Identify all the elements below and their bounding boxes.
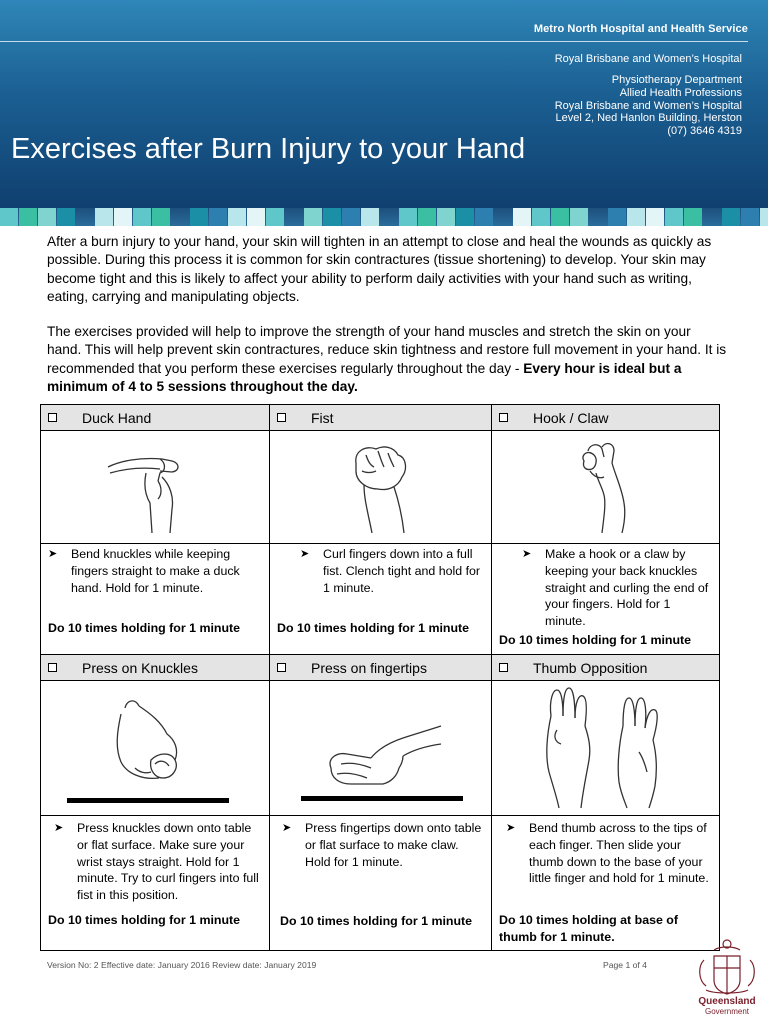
tile bbox=[152, 208, 170, 226]
exercise-header-row bbox=[41, 655, 719, 681]
exercise-header-hook-claw bbox=[492, 405, 719, 430]
exercise-name: Hook / Claw bbox=[533, 409, 609, 426]
checkbox[interactable] bbox=[277, 663, 286, 672]
tile bbox=[133, 208, 151, 226]
exercise-table bbox=[40, 404, 720, 951]
department-address bbox=[555, 74, 742, 138]
instruction-text bbox=[506, 820, 715, 887]
tile bbox=[95, 208, 113, 226]
intro-text bbox=[47, 233, 727, 413]
tile bbox=[38, 208, 56, 226]
tile bbox=[684, 208, 702, 226]
checkbox[interactable] bbox=[48, 413, 57, 422]
exercise-description-row bbox=[41, 816, 719, 950]
tile bbox=[532, 208, 550, 226]
press-knuckles-drawing bbox=[41, 681, 270, 815]
organisation-name: Metro North Hospital and Health Service bbox=[533, 23, 748, 35]
arrow-bullet-icon: ➤ bbox=[54, 822, 64, 834]
fist-drawing bbox=[270, 431, 492, 543]
dose-text: Do 10 times holding for 1 minute bbox=[280, 914, 473, 928]
hook-claw-icon bbox=[566, 437, 646, 537]
tile bbox=[304, 208, 322, 226]
hospital-name: Royal Brisbane and Women’s Hospital bbox=[554, 53, 742, 65]
queensland-government-wordmark bbox=[692, 996, 762, 1016]
exercise-description-press-fingertips bbox=[270, 816, 492, 950]
instruction: Bend knuckles while keeping fingers straight to make a duck hand. Hold for 1 minute. bbox=[71, 547, 240, 595]
checkbox[interactable] bbox=[499, 663, 508, 672]
tile bbox=[361, 208, 379, 226]
intro-paragraph-2-emphasis: Every hour is ideal but a minimum of 4 to 5 sessions throughout the day. bbox=[47, 360, 682, 395]
tile bbox=[475, 208, 493, 226]
tile-pattern bbox=[0, 208, 768, 226]
exercise-name: Thumb Opposition bbox=[533, 659, 648, 676]
tile bbox=[266, 208, 284, 226]
tile bbox=[646, 208, 664, 226]
fist-icon bbox=[336, 437, 426, 537]
instruction: Make a hook or a claw by keeping your back knuckles straight and curling the end of your fingers. Hold for 1 minute. bbox=[545, 547, 709, 629]
tile bbox=[456, 208, 474, 226]
exercise-name: Press on fingertips bbox=[311, 659, 427, 676]
tile bbox=[608, 208, 626, 226]
duck-hand-icon bbox=[100, 437, 210, 537]
exercise-description-row bbox=[41, 544, 719, 655]
tile bbox=[228, 208, 246, 226]
arrow-bullet-icon: ➤ bbox=[506, 822, 516, 834]
header-divider bbox=[0, 41, 748, 42]
instruction: Press fingertips down onto table or flat surface to make claw. Hold for 1 minute. bbox=[305, 821, 482, 869]
logo-line-1: Queensland bbox=[698, 996, 756, 1007]
press-knuckles-icon bbox=[65, 688, 245, 808]
arrow-bullet-icon: ➤ bbox=[48, 548, 58, 560]
department-line: Level 2, Ned Hanlon Building, Herston bbox=[555, 112, 742, 125]
exercise-description-fist bbox=[270, 544, 492, 654]
decorative-tile-strip bbox=[0, 208, 768, 226]
duck-hand-drawing bbox=[41, 431, 270, 543]
logo-line-2: Government bbox=[704, 1007, 750, 1016]
tile bbox=[570, 208, 588, 226]
page-header bbox=[0, 0, 768, 210]
tile bbox=[57, 208, 75, 226]
exercise-image-row bbox=[41, 431, 719, 544]
thumb-opposition-icon bbox=[531, 686, 681, 811]
exercise-description-hook-claw bbox=[492, 544, 719, 654]
tile bbox=[418, 208, 436, 226]
exercise-description-thumb-opposition bbox=[492, 816, 719, 950]
hook-claw-drawing bbox=[492, 431, 719, 543]
exercise-header-duck-hand bbox=[41, 405, 270, 430]
tile bbox=[665, 208, 683, 226]
tile bbox=[0, 208, 18, 226]
dose-text: Do 10 times holding for 1 minute bbox=[499, 633, 692, 647]
exercise-name: Fist bbox=[311, 409, 334, 426]
exercise-header-fist bbox=[270, 405, 492, 430]
checkbox[interactable] bbox=[499, 413, 508, 422]
instruction: Bend thumb across to the tips of each finger. Then slide your thumb down to the base of your little finger and hold for 1 minute. bbox=[529, 821, 709, 886]
page-number: Page 1 of 4 bbox=[603, 960, 647, 970]
exercise-description-duck-hand bbox=[41, 544, 270, 654]
exercise-name: Press on Knuckles bbox=[82, 659, 198, 676]
intro-paragraph-2-text: The exercises provided will help to improve the strength of your hand muscles and stretch the skin on your hand. This will help prevent skin contractures, reduce skin tightness and restore full movement in your hand. It is recommended that you perform these exercises regularly throughout the day - bbox=[47, 324, 727, 376]
exercise-header-press-fingertips bbox=[270, 655, 492, 680]
dose-text: Do 10 times holding for 1 minute bbox=[48, 621, 241, 635]
tile bbox=[190, 208, 208, 226]
instruction-text bbox=[300, 546, 488, 596]
arrow-bullet-icon: ➤ bbox=[282, 822, 292, 834]
dose-text: Do 10 times holding for 1 minute bbox=[277, 621, 470, 635]
exercise-name: Duck Hand bbox=[82, 409, 152, 426]
tile bbox=[722, 208, 740, 226]
tile bbox=[437, 208, 455, 226]
tile bbox=[741, 208, 759, 226]
tile bbox=[19, 208, 37, 226]
press-fingertips-drawing bbox=[270, 681, 492, 815]
tile bbox=[760, 208, 768, 226]
arrow-bullet-icon: ➤ bbox=[522, 548, 532, 560]
tile bbox=[209, 208, 227, 226]
intro-paragraph-1: After a burn injury to your hand, your skin will tighten in an attempt to close and heal the wounds as quickly as possible. During this process it is common for skin contractures (tissue shortening) to develop. Your skin may become tight and this is likely to affect your ability to perform daily activities with your hand such as writing, eating, carrying and manipulating objects. bbox=[47, 234, 712, 304]
instruction: Press knuckles down onto table or flat surface. Make sure your wrist stays straight. Hold for 1 minute. Try to curl fingers into full fist in this position. bbox=[77, 821, 259, 903]
dose-text: Do 10 times holding at base of thumb for 1 minute. bbox=[499, 913, 679, 944]
tile bbox=[247, 208, 265, 226]
intro-paragraph-2 bbox=[47, 323, 727, 396]
exercise-header-press-knuckles bbox=[41, 655, 270, 680]
exercise-description-press-knuckles bbox=[41, 816, 270, 950]
instruction-text bbox=[48, 546, 261, 596]
instruction-text bbox=[54, 820, 263, 904]
tile bbox=[342, 208, 360, 226]
exercise-header-thumb-opposition bbox=[492, 655, 719, 680]
department-line: Royal Brisbane and Women’s Hospital bbox=[554, 99, 742, 112]
version-info: Version No: 2 Effective date: January 2016 Review date: January 2019 bbox=[47, 960, 317, 970]
tile bbox=[627, 208, 645, 226]
tile bbox=[323, 208, 341, 226]
tile bbox=[513, 208, 531, 226]
press-fingertips-icon bbox=[291, 688, 471, 808]
dose-text: Do 10 times holding for 1 minute bbox=[48, 913, 241, 927]
instruction-text bbox=[522, 546, 713, 630]
exercise-image-row bbox=[41, 681, 719, 816]
tile bbox=[114, 208, 132, 226]
arrow-bullet-icon: ➤ bbox=[300, 548, 310, 560]
checkbox[interactable] bbox=[48, 663, 57, 672]
instruction: Curl fingers down into a full fist. Clench tight and hold for 1 minute. bbox=[323, 547, 481, 595]
page-title: Exercises after Burn Injury to your Hand bbox=[11, 133, 526, 165]
department-phone: (07) 3646 4319 bbox=[667, 125, 742, 138]
checkbox[interactable] bbox=[277, 413, 286, 422]
thumb-opposition-drawing bbox=[492, 681, 719, 815]
instruction-text bbox=[282, 820, 485, 870]
department-line: Allied Health Professions bbox=[619, 86, 742, 99]
exercise-header-row bbox=[41, 405, 719, 431]
tile bbox=[399, 208, 417, 226]
department-line: Physiotherapy Department bbox=[611, 74, 742, 86]
tile bbox=[551, 208, 569, 226]
